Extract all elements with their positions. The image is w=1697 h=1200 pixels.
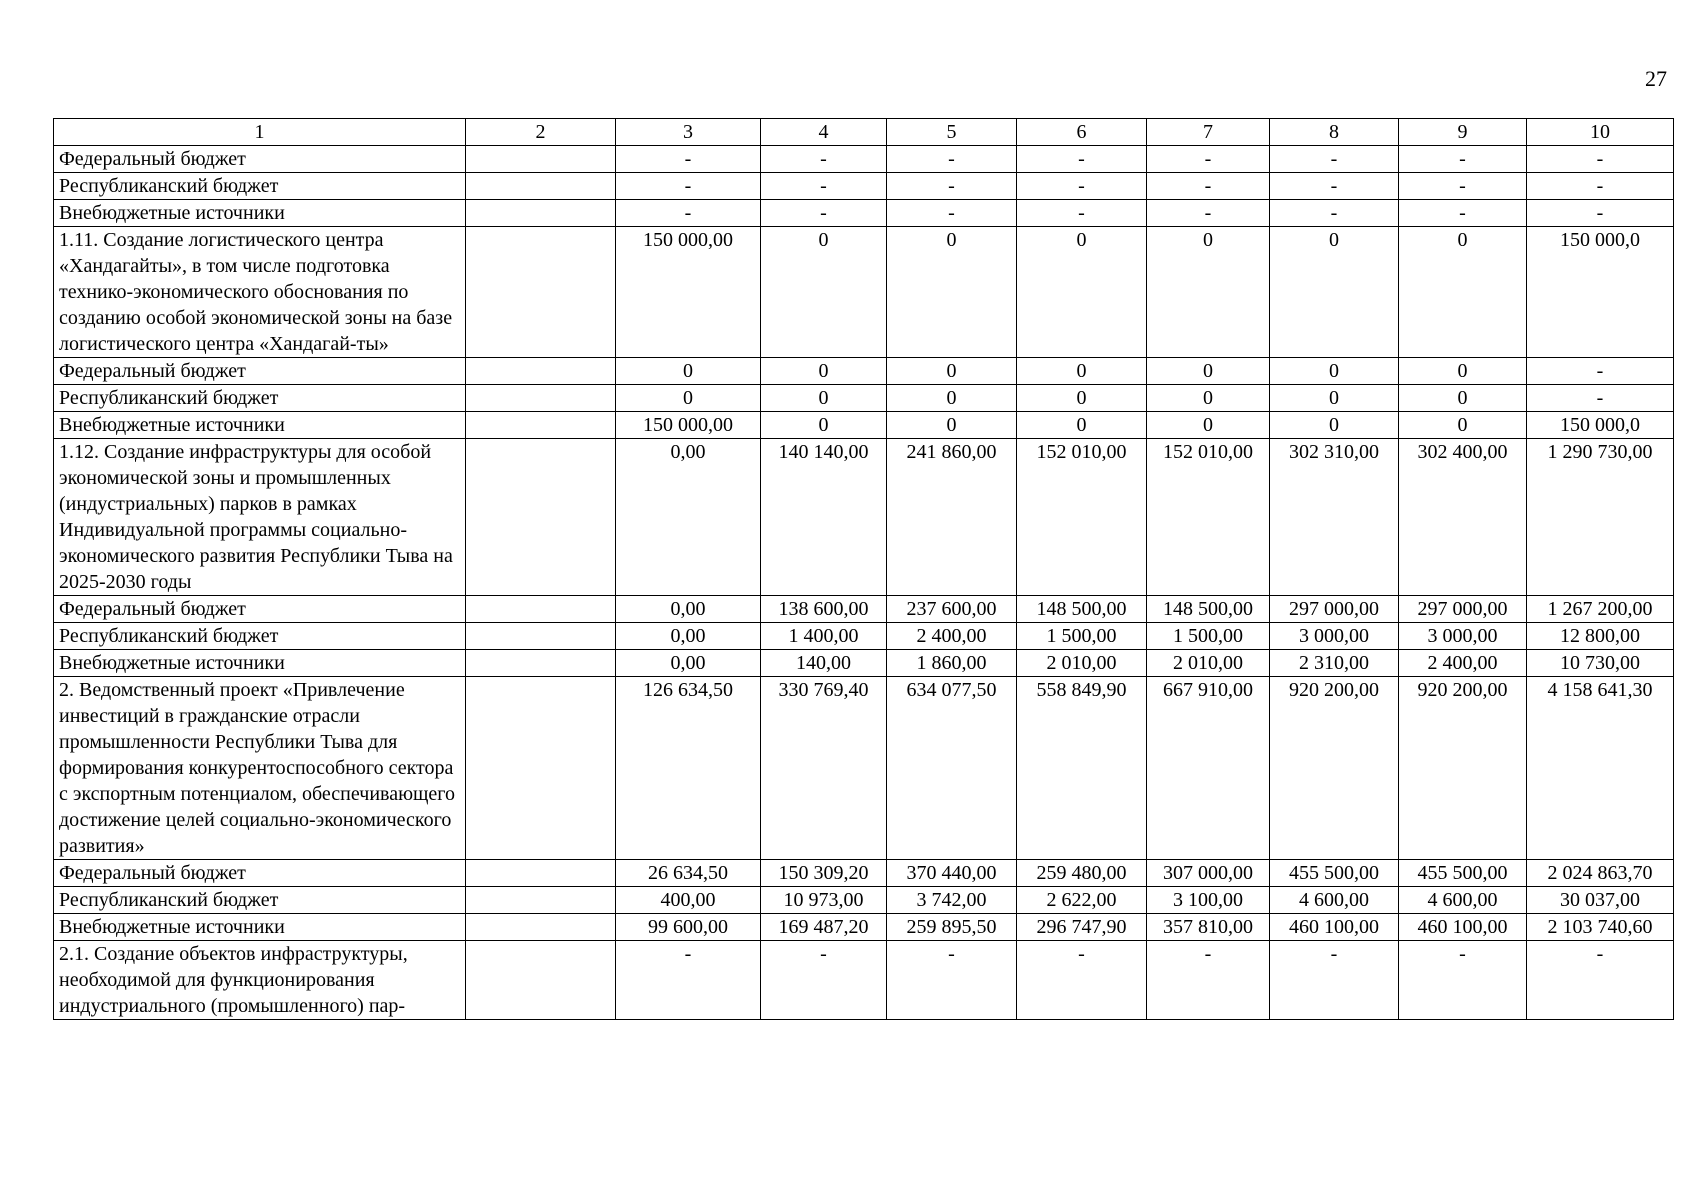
value-cell: 558 849,90 [1017,677,1147,860]
value-cell: - [1527,173,1674,200]
column-2-cell [466,914,616,941]
table-row [54,200,1674,227]
value-cell: 2 400,00 [887,623,1017,650]
value-cell: 1 400,00 [761,623,887,650]
value-cell: 0 [1399,412,1527,439]
value-cell: 2 010,00 [1147,650,1270,677]
column-2-cell [466,941,616,1020]
value-cell: 126 634,50 [616,677,761,860]
value-cell: - [761,146,887,173]
value-cell: 0 [887,385,1017,412]
column-2-cell [466,173,616,200]
value-cell: 3 100,00 [1147,887,1270,914]
value-cell: 0 [1017,358,1147,385]
row-label: Республиканский бюджет [54,623,466,650]
value-cell: 169 487,20 [761,914,887,941]
value-cell: - [887,146,1017,173]
value-cell: 0 [616,358,761,385]
value-cell: - [1017,200,1147,227]
value-cell: - [1527,358,1674,385]
value-cell: 357 810,00 [1147,914,1270,941]
row-label: Федеральный бюджет [54,358,466,385]
value-cell: - [616,173,761,200]
value-cell: - [1399,146,1527,173]
value-cell: 0 [761,412,887,439]
row-label: 1.11. Создание логистического центра «Хандагайты», в том числе подготовка технико-экономического обоснования по созданию особой экономической зоны на базе логистического центра «Хандагай-ты» [54,227,466,358]
row-label: Внебюджетные источники [54,200,466,227]
value-cell: 259 895,50 [887,914,1017,941]
column-2-cell [466,596,616,623]
value-cell: - [1147,200,1270,227]
value-cell: 1 267 200,00 [1527,596,1674,623]
value-cell: - [1527,941,1674,1020]
value-cell: 0 [761,385,887,412]
table-row [54,887,1674,914]
value-cell: 667 910,00 [1147,677,1270,860]
value-cell: 150 000,0 [1527,412,1674,439]
column-number-row [54,119,1674,146]
value-cell: 634 077,50 [887,677,1017,860]
row-label: Внебюджетные источники [54,412,466,439]
value-cell: 150 000,00 [616,412,761,439]
value-cell: 0 [1270,358,1399,385]
column-number: 9 [1399,119,1527,146]
column-number: 2 [466,119,616,146]
column-number: 5 [887,119,1017,146]
value-cell: 0 [616,385,761,412]
value-cell: - [616,146,761,173]
value-cell: 455 500,00 [1270,860,1399,887]
value-cell: 0 [1399,385,1527,412]
value-cell: 302 400,00 [1399,439,1527,596]
row-label: Федеральный бюджет [54,860,466,887]
column-2-cell [466,227,616,358]
table-row [54,677,1674,860]
column-2-cell [466,860,616,887]
value-cell: 2 400,00 [1399,650,1527,677]
value-cell: 4 600,00 [1399,887,1527,914]
value-cell: 460 100,00 [1270,914,1399,941]
table-body [54,119,1674,1020]
row-label: Федеральный бюджет [54,596,466,623]
value-cell: 0 [887,227,1017,358]
value-cell: 30 037,00 [1527,887,1674,914]
value-cell: 0,00 [616,623,761,650]
value-cell: - [1527,385,1674,412]
value-cell: - [1270,146,1399,173]
value-cell: 400,00 [616,887,761,914]
value-cell: - [1017,173,1147,200]
value-cell: - [887,941,1017,1020]
value-cell: 26 634,50 [616,860,761,887]
budget-table [53,118,1674,1020]
value-cell: 0 [1399,358,1527,385]
value-cell: 302 310,00 [1270,439,1399,596]
column-2-cell [466,887,616,914]
value-cell: 99 600,00 [616,914,761,941]
column-2-cell [466,412,616,439]
value-cell: - [1527,146,1674,173]
value-cell: 140 140,00 [761,439,887,596]
column-2-cell [466,650,616,677]
value-cell: - [761,173,887,200]
value-cell: 370 440,00 [887,860,1017,887]
value-cell: - [1399,173,1527,200]
column-number: 7 [1147,119,1270,146]
value-cell: 152 010,00 [1147,439,1270,596]
value-cell: 2 024 863,70 [1527,860,1674,887]
value-cell: 455 500,00 [1399,860,1527,887]
value-cell: - [1147,146,1270,173]
value-cell: - [616,200,761,227]
row-label: Республиканский бюджет [54,385,466,412]
value-cell: 0 [1270,385,1399,412]
table-row [54,941,1674,1020]
value-cell: 241 860,00 [887,439,1017,596]
value-cell: 0,00 [616,439,761,596]
value-cell: 1 500,00 [1147,623,1270,650]
row-label: 2. Ведомственный проект «Привлечение инвестиций в гражданские отрасли промышленности Республики Тыва для формирования конкурентоспособного сектора с экспортным потенциалом, обеспечивающего достижение целей социально-экономического развития» [54,677,466,860]
value-cell: - [887,200,1017,227]
value-cell: - [1017,146,1147,173]
value-cell: 10 973,00 [761,887,887,914]
column-2-cell [466,146,616,173]
table-row [54,623,1674,650]
value-cell: 12 800,00 [1527,623,1674,650]
page-number: 27 [1645,66,1667,91]
column-2-cell [466,439,616,596]
column-number: 4 [761,119,887,146]
value-cell: 4 158 641,30 [1527,677,1674,860]
column-2-cell [466,677,616,860]
value-cell: - [1270,200,1399,227]
row-label: Внебюджетные источники [54,914,466,941]
value-cell: 2 010,00 [1017,650,1147,677]
value-cell: - [887,173,1017,200]
value-cell: 0,00 [616,650,761,677]
value-cell: 259 480,00 [1017,860,1147,887]
row-label: 1.12. Создание инфраструктуры для особой экономической зоны и промышленных (индустриальных) парков в рамках Индивидуальной программы социально-экономического развития Республики Тыва на 2025-2030 годы [54,439,466,596]
value-cell: 237 600,00 [887,596,1017,623]
value-cell: 148 500,00 [1147,596,1270,623]
column-number: 1 [54,119,466,146]
value-cell: 10 730,00 [1527,650,1674,677]
table-row [54,650,1674,677]
value-cell: 1 500,00 [1017,623,1147,650]
value-cell: 0 [1147,412,1270,439]
value-cell: 0,00 [616,596,761,623]
value-cell: 307 000,00 [1147,860,1270,887]
value-cell: 0 [887,358,1017,385]
value-cell: 460 100,00 [1399,914,1527,941]
value-cell: - [1527,200,1674,227]
value-cell: - [761,200,887,227]
value-cell: 148 500,00 [1017,596,1147,623]
table-row [54,439,1674,596]
value-cell: 150 309,20 [761,860,887,887]
value-cell: 0 [1017,385,1147,412]
column-2-cell [466,200,616,227]
value-cell: - [1399,941,1527,1020]
value-cell: 0 [1017,412,1147,439]
column-2-cell [466,358,616,385]
value-cell: 0 [1270,227,1399,358]
value-cell: - [616,941,761,1020]
value-cell: 2 103 740,60 [1527,914,1674,941]
table-row [54,227,1674,358]
value-cell: 3 000,00 [1399,623,1527,650]
table-row [54,358,1674,385]
value-cell: 140,00 [761,650,887,677]
value-cell: 1 860,00 [887,650,1017,677]
column-2-cell [466,623,616,650]
column-number: 10 [1527,119,1674,146]
value-cell: 920 200,00 [1399,677,1527,860]
table-row [54,146,1674,173]
row-label: Республиканский бюджет [54,173,466,200]
value-cell: - [1017,941,1147,1020]
table-row [54,860,1674,887]
value-cell: 150 000,00 [616,227,761,358]
value-cell: - [1270,941,1399,1020]
value-cell: 297 000,00 [1399,596,1527,623]
row-label: 2.1. Создание объектов инфраструктуры, необходимой для функционирования индустриального (промышленного) пар- [54,941,466,1020]
value-cell: - [1147,173,1270,200]
value-cell: 0 [1399,227,1527,358]
table-row [54,914,1674,941]
value-cell: - [1270,173,1399,200]
value-cell: 0 [1270,412,1399,439]
value-cell: 0 [761,227,887,358]
column-number: 8 [1270,119,1399,146]
column-2-cell [466,385,616,412]
value-cell: 2 622,00 [1017,887,1147,914]
value-cell: 138 600,00 [761,596,887,623]
value-cell: 0 [1147,385,1270,412]
value-cell: 920 200,00 [1270,677,1399,860]
table-row [54,173,1674,200]
row-label: Федеральный бюджет [54,146,466,173]
value-cell: 296 747,90 [1017,914,1147,941]
value-cell: 3 000,00 [1270,623,1399,650]
value-cell: - [761,941,887,1020]
value-cell: 330 769,40 [761,677,887,860]
column-number: 6 [1017,119,1147,146]
value-cell: 0 [1017,227,1147,358]
row-label: Внебюджетные источники [54,650,466,677]
row-label: Республиканский бюджет [54,887,466,914]
value-cell: 0 [887,412,1017,439]
value-cell: 150 000,0 [1527,227,1674,358]
value-cell: 297 000,00 [1270,596,1399,623]
value-cell: 0 [1147,227,1270,358]
value-cell: - [1399,200,1527,227]
value-cell: 152 010,00 [1017,439,1147,596]
table-row [54,385,1674,412]
value-cell: 0 [1147,358,1270,385]
table-row [54,596,1674,623]
value-cell: 3 742,00 [887,887,1017,914]
column-number: 3 [616,119,761,146]
value-cell: 1 290 730,00 [1527,439,1674,596]
value-cell: 0 [761,358,887,385]
value-cell: 2 310,00 [1270,650,1399,677]
value-cell: 4 600,00 [1270,887,1399,914]
value-cell: - [1147,941,1270,1020]
table-row [54,412,1674,439]
